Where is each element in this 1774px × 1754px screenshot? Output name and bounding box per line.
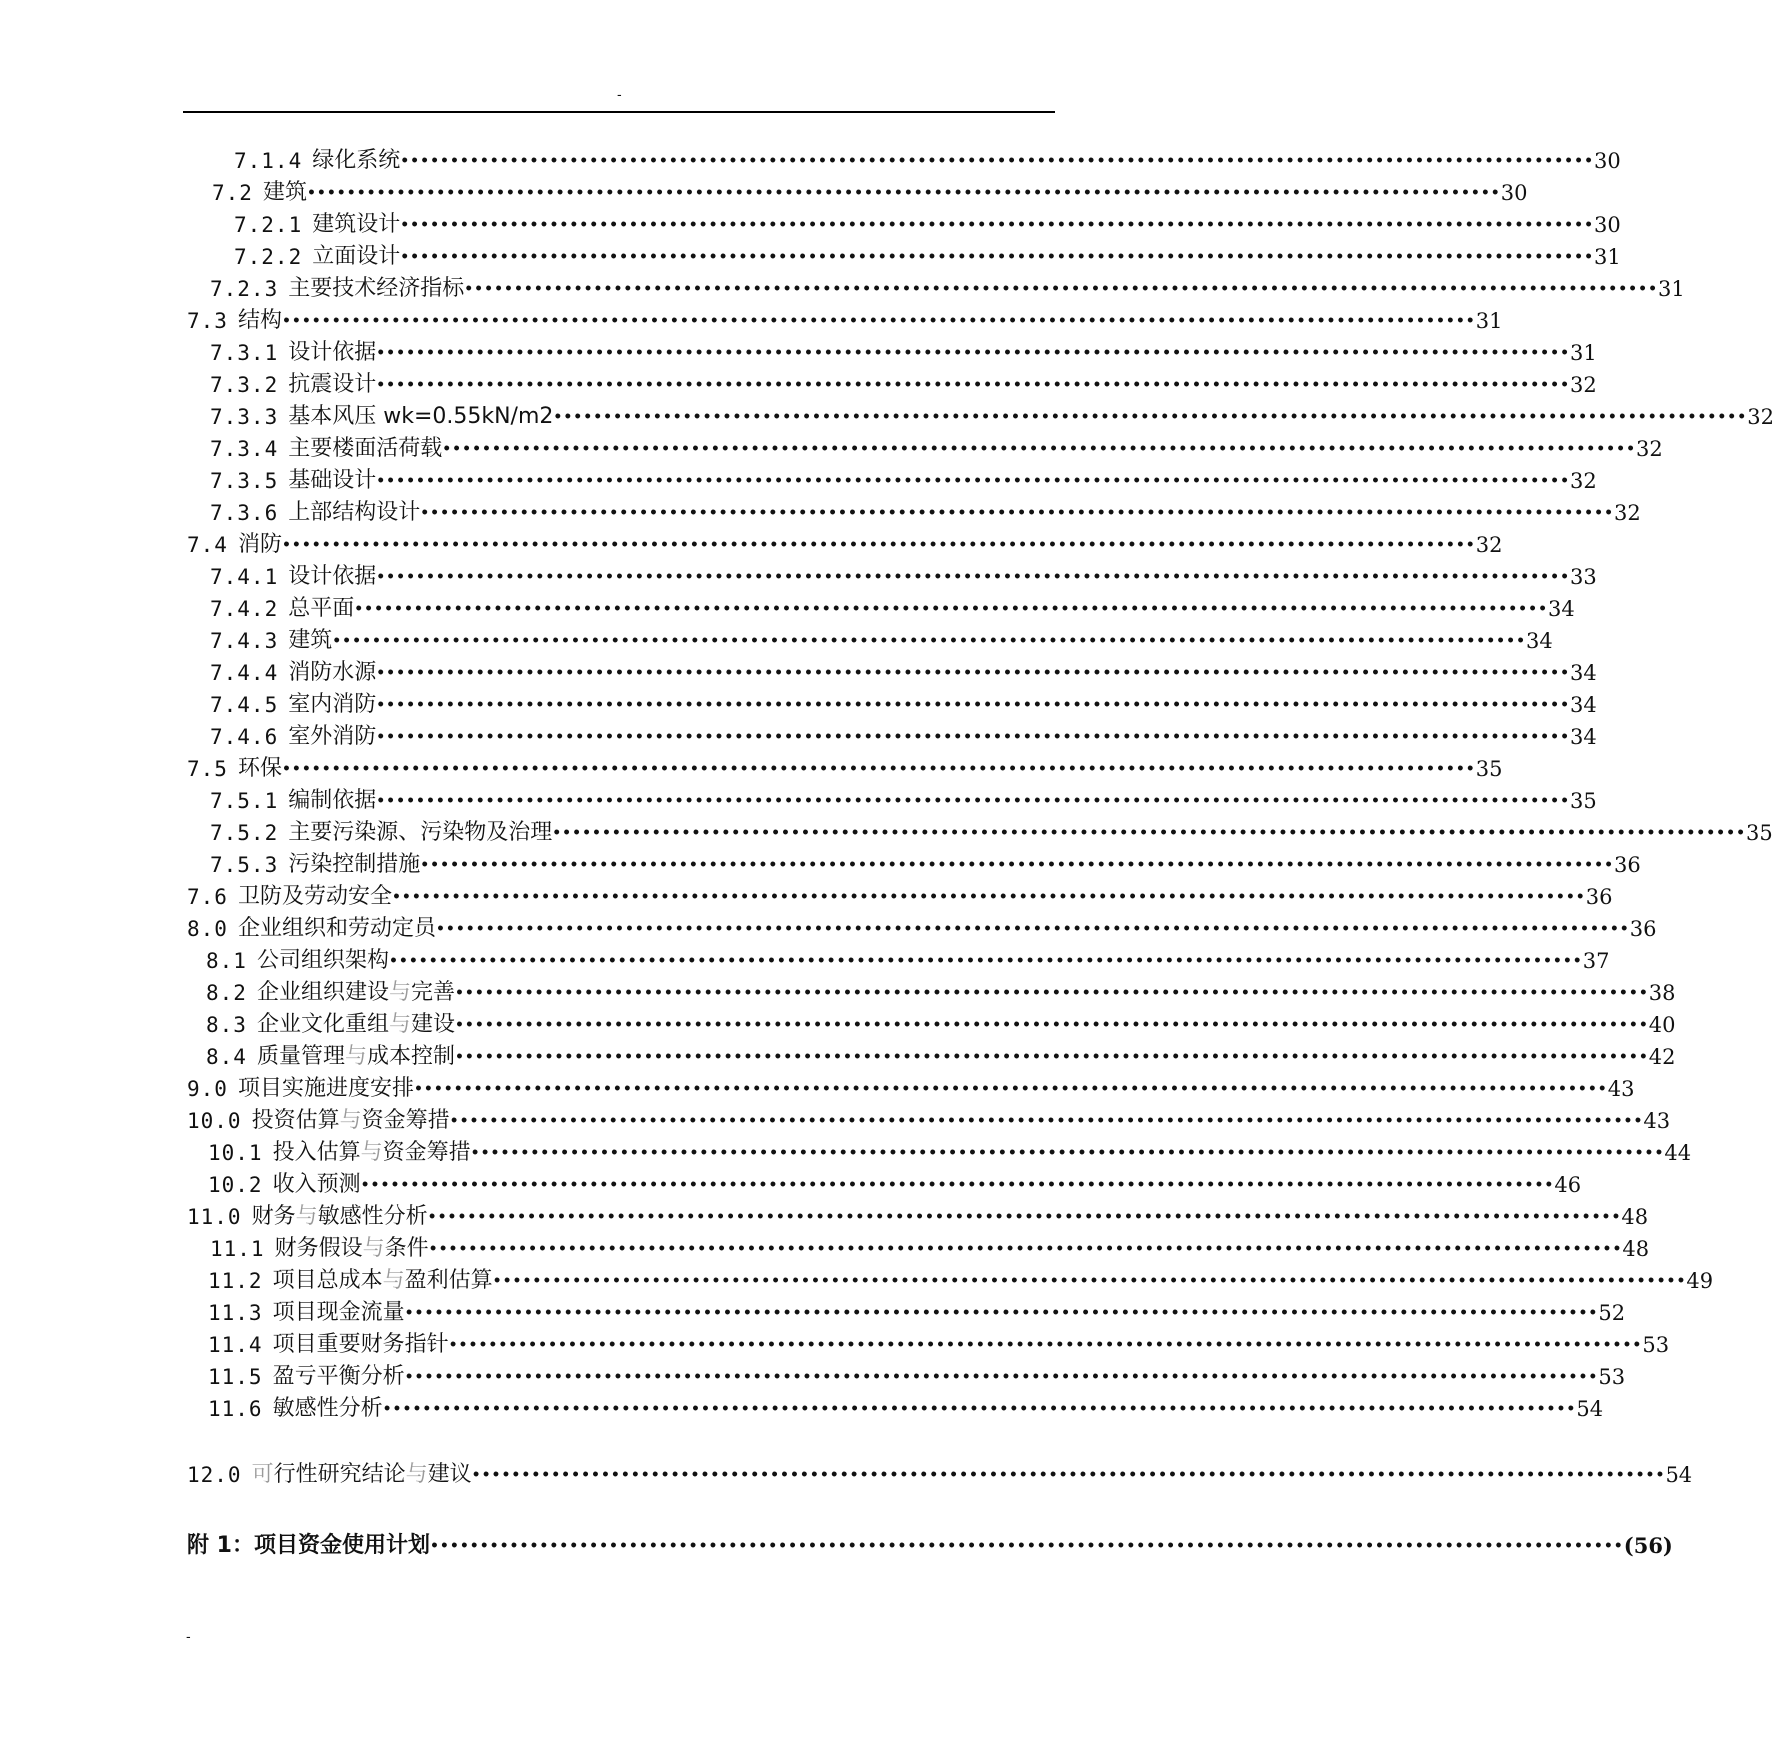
toc-entry-title-highlight: 可 [251,1462,274,1487]
toc-entry-title-text: 结构 [237,308,282,333]
toc-entry-page: 30 [1594,213,1621,237]
toc-entry-page: 40 [1648,1013,1676,1037]
toc-entry[interactable] [208,1137,1692,1169]
toc-entry-number: 11.0 [187,1205,242,1229]
toc-entry[interactable] [210,273,1685,305]
toc-entry-title-text: 质量管理 [256,1044,345,1069]
toc-entry-title [252,1105,450,1137]
toc-entry[interactable] [234,145,1621,177]
toc-entry-title [252,1201,428,1233]
toc-entry[interactable] [210,689,1597,721]
toc-entry-title-text: 建议 [427,1462,472,1487]
toc-leader-dots: •••••••••••••••••••••••••••••••••••••••••••••••••••••••••••••••••••••••••••••••••••••••••••••••••••••••••••••••••••••••• [376,729,1571,745]
toc-entry-number: 11.6 [208,1397,263,1421]
toc-entry-number: 7.3.1 [210,341,279,365]
toc-entry-title-text: 设计依据 [288,340,377,365]
footer-mark: - [186,1628,191,1644]
toc-entry-title [273,1169,361,1201]
toc-entry-number: 7.5.2 [210,821,279,845]
toc-entry-page: 31 [1570,341,1597,365]
toc-entry-page: 46 [1554,1173,1582,1197]
toc-entry-page: 48 [1622,1237,1650,1261]
toc-entry-number: 11.2 [208,1269,263,1293]
toc-entry[interactable] [210,337,1597,369]
toc-leader-dots: •••••••••••••••••••••••••••••••••••••••••••••••••••••••••••••••••••••••••••••••••••••••••••••••••••••••••••••••••••••••• [354,601,1549,617]
toc-leader-dots: •••••••••••••••••••••••••••••••••••••••••••••••••••••••••••••••••••••••••••••••••••••••••••••••••••••••••••••••••••••••• [428,1241,1623,1257]
toc-entry-number: 10.2 [208,1173,263,1197]
toc-entry-title-text: 基本风压 wk=0.55kN/m2 [288,404,554,429]
toc-entry-title [288,657,376,689]
toc-entry-title-text: 行性研究结论 [273,1462,406,1487]
toc-entry-number: 8.2 [206,981,247,1005]
toc-entry-title [288,497,420,529]
toc-leader-dots: •••••••••••••••••••••••••••••••••••••••••••••••••••••••••••••••••••••••••••••••••••••••••••••••••••••••••••••••••••••••• [281,537,1476,553]
toc-entry-title-text: 项目实施进度安排 [237,1076,414,1101]
toc-entry-title [288,401,553,433]
toc-entry-number: 11.3 [208,1301,263,1325]
toc-entry-title [288,433,442,465]
toc-entry-title [288,465,376,497]
toc-entry[interactable] [234,209,1621,241]
toc-entry-number: 7.5 [187,757,228,781]
toc-entry-page: 35 [1475,757,1503,781]
toc-entry-title-text: 设计依据 [288,564,377,589]
toc-leader-dots: •••••••••••••••••••••••••••••••••••••••••••••••••••••••••••••••••••••••••••••••••••••••••••••••••••••••••••••••••••••••• [360,1177,1555,1193]
toc-entry-number: 7.6 [187,885,228,909]
toc-entry[interactable] [206,1009,1676,1041]
toc-entry[interactable] [187,529,1503,561]
toc-leader-dots: •••••••••••••••••••••••••••••••••••••••••••••••••••••••••••••••••••••••••••••••••••••••••••••••••••••••••••••••••••••••• [429,1538,1624,1554]
toc-entry-page: 53 [1642,1333,1670,1357]
toc-entry-page: 54 [1576,1397,1604,1421]
toc-entry-title-text: 建筑 [288,628,333,653]
toc-entry-title [288,337,376,369]
toc-entry-title-text: 企业组织和劳动定员 [237,916,436,941]
toc-entry-page: 54 [1665,1463,1693,1487]
toc-entry[interactable] [210,433,1663,465]
toc-leader-dots: •••••••••••••••••••••••••••••••••••••••••••••••••••••••••••••••••••••••••••••••••••••••••••••••••••••••••••••••••••••••• [400,217,1595,233]
toc-entry[interactable] [187,881,1613,913]
toc-entry[interactable] [206,977,1676,1009]
toc-entry-number: 11.5 [208,1365,263,1389]
toc-leader-dots: •••••••••••••••••••••••••••••••••••••••••••••••••••••••••••••••••••••••••••••••••••••••••••••••••••••••••••••••••••••••• [281,313,1476,329]
toc-entry-title [273,1393,383,1425]
toc-entry-number: 7.4.5 [210,693,279,717]
toc-entry-page: 52 [1598,1301,1626,1325]
toc-leader-dots: •••••••••••••••••••••••••••••••••••••••••••••••••••••••••••••••••••••••••••••••••••••••••••••••••••••••••••••••••••••••• [376,569,1571,585]
toc-entry-title-text: 资金筹措 [382,1140,471,1165]
toc-entry-title-highlight: 与 [360,1140,383,1165]
toc-entry[interactable] [187,305,1503,337]
toc-entry-title [257,1041,455,1073]
toc-entry-title-highlight: 与 [339,1108,362,1133]
header-mark: - [617,86,622,102]
toc-entry-page: 30 [1500,181,1528,205]
toc-entry-title-text: 绿化系统 [312,148,401,173]
toc-entry-title-highlight: 与 [382,1268,405,1293]
toc-entry-title-text: 投入估算 [272,1140,361,1165]
toc-leader-dots: •••••••••••••••••••••••••••••••••••••••••••••••••••••••••••••••••••••••••••••••••••••••••••••••••••••••••••••••••••••••• [376,473,1571,489]
toc-leader-dots: •••••••••••••••••••••••••••••••••••••••••••••••••••••••••••••••••••••••••••••••••••••••••••••••••••••••••••••••••••••••• [376,377,1571,393]
toc-entry-page: 48 [1621,1205,1649,1229]
toc-entry[interactable] [210,497,1641,529]
toc-entry-title-highlight: 与 [295,1204,318,1229]
toc-entry[interactable] [210,401,1774,433]
toc-entry-title [312,209,400,241]
toc-entry[interactable] [210,657,1597,689]
toc-entry[interactable] [208,1393,1604,1425]
toc-leader-dots: •••••••••••••••••••••••••••••••••••••••••••••••••••••••••••••••••••••••••••••••••••••••••••••••••••••••••••••••••••••••• [420,857,1615,873]
toc-leader-dots: •••••••••••••••••••••••••••••••••••••••••••••••••••••••••••••••••••••••••••••••••••••••••••••••••••••••••••••••••••••••• [376,697,1571,713]
toc-entry-title-text: 消防 [237,532,282,557]
toc-leader-dots: •••••••••••••••••••••••••••••••••••••••••••••••••••••••••••••••••••••••••••••••••••••••••••••••••••••••••••••••••••••••• [404,1305,1599,1321]
toc-entry-title [187,1530,430,1562]
toc-entry-number: 8.4 [206,1045,247,1069]
toc-entry-number: 12.0 [187,1463,242,1487]
toc-entry-title-highlight: 与 [405,1462,428,1487]
toc-entry-number: 7.5.1 [210,789,279,813]
toc-entry-page: (56) [1623,1533,1673,1558]
toc-entry-title [288,785,376,817]
toc-leader-dots: •••••••••••••••••••••••••••••••••••••••••••••••••••••••••••••••••••••••••••••••••••••••••••••••••••••••••••••••••••••••• [281,761,1476,777]
toc-entry-page: 49 [1686,1269,1714,1293]
toc-entry-title-text: 成本控制 [366,1044,455,1069]
toc-entry-title [288,273,464,305]
toc-entry-number: 7.4.3 [210,629,279,653]
toc-entry-title-text: 条件 [384,1236,429,1261]
toc-leader-dots: •••••••••••••••••••••••••••••••••••••••••••••••••••••••••••••••••••••••••••••••••••••••••••••••••••••••••••••••••••••••• [553,409,1748,425]
toc-entry-title-text: 项目总成本 [272,1268,383,1293]
toc-entry-number: 7.3.6 [210,501,279,525]
toc-entry-number: 7.3.5 [210,469,279,493]
toc-entry[interactable] [187,1105,1671,1137]
toc-entry-page: 34 [1570,725,1597,749]
toc-entry-title-text: 卫防及劳动安全 [237,884,392,909]
toc-leader-dots: •••••••••••••••••••••••••••••••••••••••••••••••••••••••••••••••••••••••••••••••••••••••••••••••••••••••••••••••••••••••• [464,281,1659,297]
toc-entry-page: 36 [1585,885,1613,909]
toc-entry-title [273,1329,449,1361]
toc-leader-dots: •••••••••••••••••••••••••••••••••••••••••••••••••••••••••••••••••••••••••••••••••••••••••••••••••••••••••••••••••••••••• [400,249,1595,265]
toc-entry[interactable] [187,1073,1635,1105]
toc-entry-title-text: 项目重要财务指针 [272,1332,449,1357]
toc-leader-dots: •••••••••••••••••••••••••••••••••••••••••••••••••••••••••••••••••••••••••••••••••••••••••••••••••••••••••••••••••••••••• [435,921,1630,937]
toc-entry-number: 7.4.6 [210,725,279,749]
toc-entry-title-text: 消防水源 [288,660,377,685]
toc-entry[interactable] [187,753,1503,785]
toc-entry-page: 32 [1636,437,1663,461]
toc-entry-page: 33 [1570,565,1597,589]
toc-entry-page: 35 [1746,821,1773,845]
toc-entry-number: 7.1.4 [234,149,303,173]
toc-entry-page: 34 [1526,629,1553,653]
toc-entry-title [238,881,392,913]
toc-entry-number: 7.3.2 [210,373,279,397]
toc-entry-title-text: 企业文化重组 [256,1012,389,1037]
toc-entry-title-text: 投资估算 [251,1108,340,1133]
toc-entry-title [288,721,376,753]
toc-leader-dots: •••••••••••••••••••••••••••••••••••••••••••••••••••••••••••••••••••••••••••••••••••••••••••••••••••••••••••••••••••••••• [376,665,1571,681]
toc-entry-title [288,561,376,593]
toc-entry-title [238,305,282,337]
toc-entry-title [275,1233,429,1265]
toc-entry-title-text: 完善 [410,980,455,1005]
toc-entry-title [273,1137,471,1169]
toc-entry[interactable] [210,721,1597,753]
toc-entry-title [288,817,552,849]
toc-entry[interactable] [187,913,1657,945]
toc-leader-dots: •••••••••••••••••••••••••••••••••••••••••••••••••••••••••••••••••••••••••••••••••••••••••••••••••••••••••••••••••••••••• [413,1081,1608,1097]
toc-entry-title-highlight: 与 [344,1044,367,1069]
toc-entry-number: 7.2.3 [210,277,279,301]
toc-entry-page: 34 [1570,693,1597,717]
toc-entry-title-text: 污染控制措施 [288,852,421,877]
toc-entry-title-highlight: 与 [362,1236,385,1261]
toc-entry-number: 7.3 [187,309,228,333]
toc-entry-title-text: 编制依据 [288,788,377,813]
toc-entry-title-text: 财务 [251,1204,296,1229]
toc-entry[interactable] [210,817,1773,849]
toc-entry-title-text: 主要楼面活荷载 [288,436,443,461]
toc-entry-number: 7.4 [187,533,228,557]
toc-entry[interactable] [208,1169,1582,1201]
toc-entry[interactable] [210,561,1597,593]
toc-entry-title-text: 上部结构设计 [288,500,421,525]
toc-leader-dots: •••••••••••••••••••••••••••••••••••••••••••••••••••••••••••••••••••••••••••••••••••••••••••••••••••••••••••••••••••••••• [470,1145,1665,1161]
header-rule [183,111,1055,113]
toc-leader-dots: •••••••••••••••••••••••••••••••••••••••••••••••••••••••••••••••••••••••••••••••••••••••••••••••••••••••••••••••••••••••• [471,1467,1666,1483]
toc-entry-number: 7.2.1 [234,213,303,237]
toc-leader-dots: •••••••••••••••••••••••••••••••••••••••••••••••••••••••••••••••••••••••••••••••••••••••••••••••••••••••••••••••••••••••• [552,825,1747,841]
toc-entry[interactable] [210,369,1597,401]
toc-entry-title [257,945,389,977]
toc-entry[interactable] [210,593,1575,625]
toc-entry-number: 10.1 [208,1141,263,1165]
toc-entry-page: 31 [1475,309,1503,333]
toc-leader-dots: •••••••••••••••••••••••••••••••••••••••••••••••••••••••••••••••••••••••••••••••••••••••••••••••••••••••••••••••••••••••• [388,953,1583,969]
toc-entry-page: 32 [1747,405,1774,429]
toc-entry-number: 7.4.1 [210,565,279,589]
toc-entry-title [312,145,400,177]
toc-entry-page: 35 [1570,789,1597,813]
toc-entry-number: 9.0 [187,1077,228,1101]
toc-entry[interactable] [187,1201,1649,1233]
toc-entry-number: 11.1 [210,1237,265,1261]
toc-entry-page: 37 [1582,949,1610,973]
toc-entry-title-text: 室外消防 [288,724,377,749]
toc-entry-title-text: 建筑设计 [312,212,401,237]
toc-leader-dots: •••••••••••••••••••••••••••••••••••••••••••••••••••••••••••••••••••••••••••••••••••••••••••••••••••••••••••••••••••••••• [454,985,1649,1001]
toc-leader-dots: •••••••••••••••••••••••••••••••••••••••••••••••••••••••••••••••••••••••••••••••••••••••••••••••••••••••••••••••••••••••• [448,1337,1643,1353]
toc-entry-page: 44 [1664,1141,1692,1165]
toc-entry-page: 32 [1475,533,1503,557]
toc-leader-dots: •••••••••••••••••••••••••••••••••••••••••••••••••••••••••••••••••••••••••••••••••••••••••••••••••••••••••••••••••••••••• [332,633,1527,649]
toc-entry-title [238,753,282,785]
toc-entry-page: 53 [1598,1365,1626,1389]
toc-entry-number: 7.2 [212,181,253,205]
toc-entry-title-text: 项目现金流量 [272,1300,405,1325]
toc-entry-title [238,529,282,561]
toc-entry-title-text: 主要污染源、污染物及治理 [288,820,553,845]
toc-leader-dots: •••••••••••••••••••••••••••••••••••••••••••••••••••••••••••••••••••••••••••••••••••••••••••••••••••••••••••••••••••••••• [442,441,1637,457]
toc-leader-dots: •••••••••••••••••••••••••••••••••••••••••••••••••••••••••••••••••••••••••••••••••••••••••••••••••••••••••••••••••••••••• [449,1113,1644,1129]
toc-entry-title-text: 建筑 [262,180,307,205]
toc-entry-number: 11.4 [208,1333,263,1357]
toc-entry-title-text: 收入预测 [272,1172,361,1197]
toc-entry-page: 34 [1548,597,1575,621]
toc-entry-page: 32 [1570,373,1597,397]
toc-entry-page: 32 [1570,469,1597,493]
toc-entry-page: 43 [1607,1077,1635,1101]
toc-entry[interactable] [208,1297,1626,1329]
toc-entry-title-text: 公司组织架构 [256,948,389,973]
toc-entry[interactable] [208,1329,1670,1361]
toc-entry-number: 10.0 [187,1109,242,1133]
toc-entry-page: 43 [1643,1109,1671,1133]
toc-entry-title-text: 敏感性分析 [317,1204,428,1229]
toc-entry-number: 8.0 [187,917,228,941]
toc-entry[interactable] [210,849,1641,881]
toc-entry[interactable] [210,1233,1650,1265]
toc-entry-title [288,849,420,881]
toc-entry-title-text: 盈亏平衡分析 [272,1364,405,1389]
toc-entry-title [257,1009,455,1041]
toc-entry[interactable] [208,1265,1714,1297]
toc-leader-dots: •••••••••••••••••••••••••••••••••••••••••••••••••••••••••••••••••••••••••••••••••••••••••••••••••••••••••••••••••••••••• [404,1369,1599,1385]
toc-entry-title [273,1361,405,1393]
toc-leader-dots: •••••••••••••••••••••••••••••••••••••••••••••••••••••••••••••••••••••••••••••••••••••••••••••••••••••••••••••••••••••••• [420,505,1615,521]
toc-entry[interactable] [210,625,1553,657]
toc-entry-title-text: 立面设计 [312,244,401,269]
toc-entry-title-highlight: 与 [388,980,411,1005]
toc-entry-page: 42 [1648,1045,1676,1069]
toc-entry-title-text: 环保 [237,756,282,781]
toc-leader-dots: •••••••••••••••••••••••••••••••••••••••••••••••••••••••••••••••••••••••••••••••••••••••••••••••••••••••••••••••••••••••• [376,793,1571,809]
toc-entry-title [288,625,332,657]
toc-entry[interactable] [187,1459,1693,1491]
toc-leader-dots: •••••••••••••••••••••••••••••••••••••••••••••••••••••••••••••••••••••••••••••••••••••••••••••••••••••••••••••••••••••••• [391,889,1586,905]
toc-leader-dots: •••••••••••••••••••••••••••••••••••••••••••••••••••••••••••••••••••••••••••••••••••••••••••••••••••••••••••••••••••••••• [454,1049,1649,1065]
toc-entry-title-text: 企业组织建设 [256,980,389,1005]
toc-entry-number: 8.1 [206,949,247,973]
toc-entry-title-text: 建设 [410,1012,455,1037]
toc-entry-number: 7.4.2 [210,597,279,621]
toc-entry-title-highlight: 与 [388,1012,411,1037]
toc-leader-dots: •••••••••••••••••••••••••••••••••••••••••••••••••••••••••••••••••••••••••••••••••••••••••••••••••••••••••••••••••••••••• [382,1401,1577,1417]
toc-entry-title [312,241,400,273]
toc-entry-title-text: 抗震设计 [288,372,377,397]
toc-leader-dots: •••••••••••••••••••••••••••••••••••••••••••••••••••••••••••••••••••••••••••••••••••••••••••••••••••••••••••••••••••••••• [454,1017,1649,1033]
toc-leader-dots: •••••••••••••••••••••••••••••••••••••••••••••••••••••••••••••••••••••••••••••••••••••••••••••••••••••••••••••••••••••••• [492,1273,1687,1289]
toc-entry-title-text: 资金筹措 [361,1108,450,1133]
toc-entry[interactable] [208,1361,1626,1393]
toc-entry[interactable] [187,1530,1673,1562]
toc-entry-page: 31 [1658,277,1685,301]
toc-entry-page: 30 [1594,149,1621,173]
toc-leader-dots: •••••••••••••••••••••••••••••••••••••••••••••••••••••••••••••••••••••••••••••••••••••••••••••••••••••••••••••••••••••••• [376,345,1571,361]
toc-entry[interactable] [212,177,1528,209]
toc-entry-title [252,1459,472,1491]
toc-entry-title-text: 敏感性分析 [272,1396,383,1421]
toc-entry-title-text: 总平面 [288,596,355,621]
toc-entry-title [257,977,455,1009]
toc-entry-number: 7.3.4 [210,437,279,461]
toc-entry[interactable] [234,241,1621,273]
toc-entry-title [288,369,376,401]
toc-entry[interactable] [206,945,1610,977]
toc-entry-title [238,913,436,945]
toc-entry-title-text: 附 1：项目资金使用计划 [187,1533,430,1558]
toc-entry[interactable] [206,1041,1676,1073]
toc-entry-title [273,1297,405,1329]
toc-entry[interactable] [210,785,1597,817]
toc-entry-title [288,593,354,625]
toc-leader-dots: •••••••••••••••••••••••••••••••••••••••••••••••••••••••••••••••••••••••••••••••••••••••••••••••••••••••••••••••••••••••• [427,1209,1622,1225]
toc-entry-title-text: 基础设计 [288,468,377,493]
toc-entry-page: 34 [1570,661,1597,685]
toc-entry-page: 36 [1629,917,1657,941]
toc-entry-title-text: 室内消防 [288,692,377,717]
toc-entry-number: 7.5.3 [210,853,279,877]
toc-entry-title [288,689,376,721]
toc-leader-dots: •••••••••••••••••••••••••••••••••••••••••••••••••••••••••••••••••••••••••••••••••••••••••••••••••••••••••••••••••••••••• [306,185,1501,201]
toc-entry-title [238,1073,414,1105]
toc-entry-page: 31 [1594,245,1621,269]
toc-entry-number: 7.4.4 [210,661,279,685]
toc-entry-title [273,1265,493,1297]
toc-entry-page: 36 [1614,853,1641,877]
toc-entry-number: 8.3 [206,1013,247,1037]
toc-entry-page: 38 [1648,981,1676,1005]
toc-entry-number: 7.2.2 [234,245,303,269]
toc-entry-page: 32 [1614,501,1641,525]
toc-entry-number: 7.3.3 [210,405,279,429]
toc-leader-dots: •••••••••••••••••••••••••••••••••••••••••••••••••••••••••••••••••••••••••••••••••••••••••••••••••••••••••••••••••••••••• [400,153,1595,169]
toc-entry-title-text: 主要技术经济指标 [288,276,465,301]
toc-entry-title [263,177,307,209]
toc-entry[interactable] [210,465,1597,497]
toc-entry-title-text: 财务假设 [274,1236,363,1261]
toc-entry-title-text: 盈利估算 [404,1268,493,1293]
